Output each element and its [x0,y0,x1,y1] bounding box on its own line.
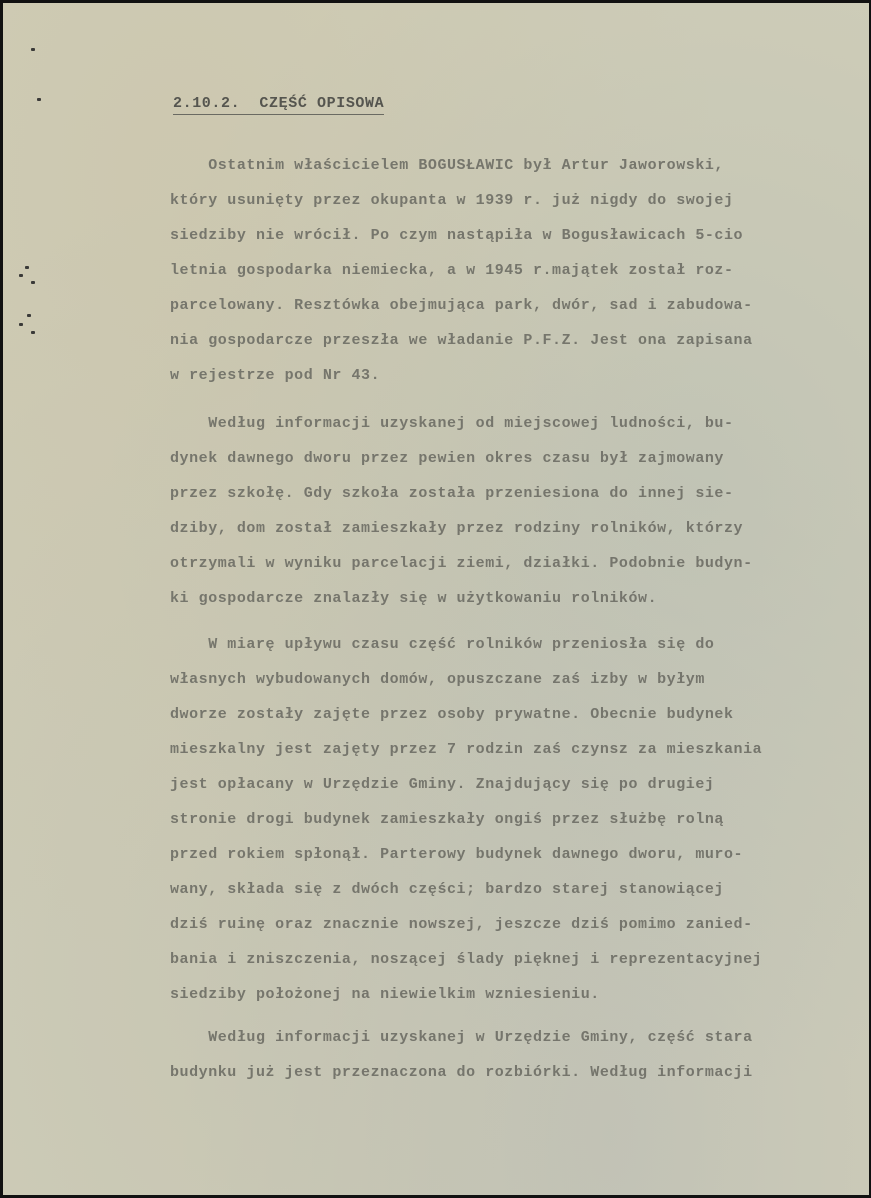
margin-speck [19,323,23,326]
text-line: otrzymali w wyniku parcelacji ziemi, działki. Podobnie budyn- [170,555,753,572]
text-line: który usunięty przez okupanta w 1939 r. już nigdy do swojej [170,192,734,209]
text-line: jest opłacany w Urzędzie Gminy. Znajdujący się po drugiej [170,776,715,793]
margin-speck [31,281,35,284]
text-line: stronie drogi budynek zamieszkały ongiś przez służbę rolną [170,811,724,828]
text-line: Ostatnim właścicielem BOGUSŁAWIC był Artur Jaworowski, [170,157,724,174]
text-line: ki gospodarcze znalazły się w użytkowaniu rolników. [170,590,658,607]
text-line: W miarę upływu czasu część rolników przeniosła się do [170,636,715,653]
text-line: przed rokiem spłonął. Parterowy budynek dawnego dworu, muro- [170,846,744,863]
text-line: dziby, dom został zamieszkały przez rodziny rolników, którzy [170,520,744,537]
text-line: bania i zniszczenia, noszącej ślady pięknej i reprezentacyjnej [170,951,763,968]
typewritten-page [3,3,869,1195]
text-line: dziś ruinę oraz znacznie nowszej, jeszcze dziś pomimo zanied- [170,916,753,933]
margin-speck [27,314,31,317]
section-heading: 2.10.2. CZĘŚĆ OPISOWA [173,95,384,115]
text-line: dynek dawnego dworu przez pewien okres czasu był zajmowany [170,450,724,467]
margin-speck [37,98,41,101]
text-line: Według informacji uzyskanej w Urzędzie Gminy, część stara [170,1029,753,1046]
text-line: nia gospodarcze przeszła we władanie P.F.Z. Jest ona zapisana [170,332,753,349]
margin-speck [19,274,23,277]
text-line: przez szkołę. Gdy szkoła została przeniesiona do innej sie- [170,485,734,502]
text-line: Według informacji uzyskanej od miejscowej ludności, bu- [170,415,734,432]
text-line: siedziby nie wrócił. Po czym nastąpiła w Bogusławicach 5-cio [170,227,744,244]
margin-speck [25,266,29,269]
text-line: budynku już jest przeznaczona do rozbiórki. Według informacji [170,1064,753,1081]
text-line: własnych wybudowanych domów, opuszczane zaś izby w byłym [170,671,705,688]
text-line: mieszkalny jest zajęty przez 7 rodzin zaś czynsz za mieszkania [170,741,763,758]
text-line: w rejestrze pod Nr 43. [170,367,381,384]
text-line: dworze zostały zajęte przez osoby prywatne. Obecnie budynek [170,706,734,723]
text-line: letnia gospodarka niemiecka, a w 1945 r.majątek został roz- [170,262,734,279]
margin-speck [31,48,35,51]
text-line: siedziby położonej na niewielkim wzniesieniu. [170,986,600,1003]
text-line: wany, składa się z dwóch części; bardzo starej stanowiącej [170,881,724,898]
margin-speck [31,331,35,334]
text-line: parcelowany. Resztówka obejmująca park, dwór, sad i zabudowa- [170,297,753,314]
